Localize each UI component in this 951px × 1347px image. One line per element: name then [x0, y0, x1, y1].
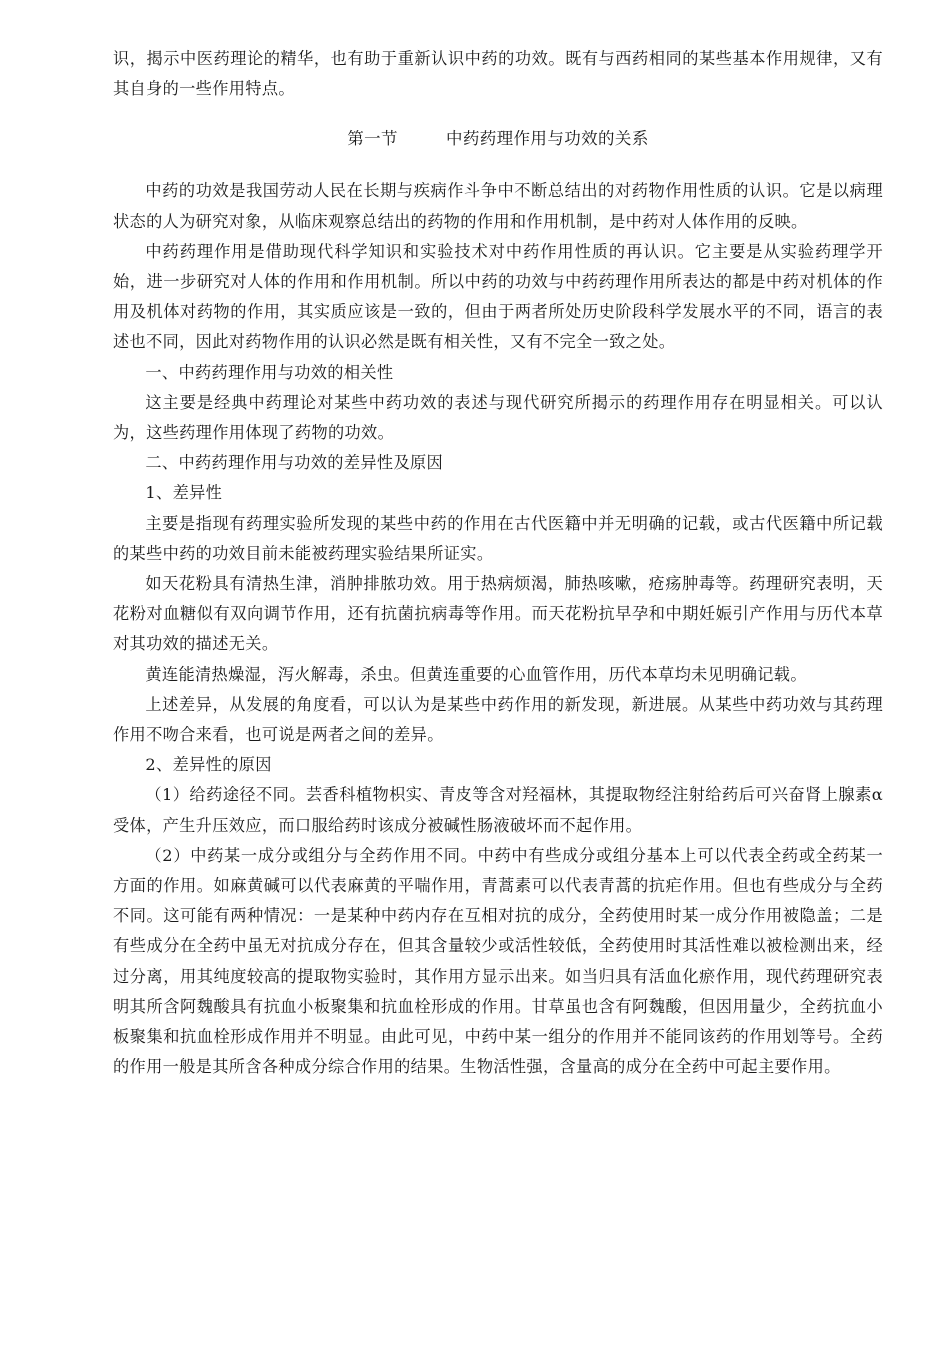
- paragraph-correlation: 这主要是经典中药理论对某些中药功效的表述与现代研究所揭示的药理作用存在明显相关。可以认为，这些药理作用体现了药物的功效。: [113, 392, 883, 443]
- section-number: 第一节: [347, 129, 398, 149]
- paragraph-difference: 主要是指现有药理实验所发现的某些中药的作用在古代医籍中并无明确的记载，或古代医籍中所记载的某些中药的功效目前未能被药理实验结果所证实。: [113, 513, 883, 563]
- heading-difference-and-causes: 二、中药药理作用与功效的差异性及原因: [145, 453, 444, 473]
- section-title: 中药药理作用与功效的关系: [445, 129, 649, 149]
- paragraph-difference-summary: 上述差异，从发展的角度看，可以认为是某些中药作用的新发现，新进展。从某些中药功效与其药理作用不吻合来看，也可说是两者之间的差异。: [113, 694, 883, 745]
- document-page: [113, 44, 883, 1083]
- heading-difference: 1、差异性: [145, 483, 223, 503]
- paragraph-cause-component: （2）中药某一成分或组分与全药作用不同。中药中有些成分或组分基本上可以代表全药或全药某一方面的作用。如麻黄碱可以代表麻黄的平喘作用，青蒿素可以代表青蒿的抗疟作用。但也有些成分与全药不同。这可能有两种情况：一是某种中药内存在互相对抗的成分，全药使用时某一成分作用被隐盖；二是有些成分在全药中虽无对抗成分存在，但其含量较少或活性较低，全药使用时其活性难以被检测出来，经过分离，用其纯度较高的提取物实验时，其作用方显示出来。如当归具有活血化瘀作用，现代药理研究表明其所含阿魏酸具有抗血小板聚集和抗血栓形成的作用。甘草虽也含有阿魏酸，但因用量少，全药抗血小板聚集和抗血栓形成作用并不明显。由此可见，中药中某一组分的作用并不能同该药的作用划等号。全药的作用一般是其所含各种成分综合作用的结果。生物活性强，含量高的成分在全药中可起主要作用。: [113, 845, 883, 1077]
- paragraph-tianhuafen-example: 如天花粉具有清热生津，消肿排脓功效。用于热病烦渴，肺热咳嗽，疮疡肿毒等。药理研究表明，天花粉对血糖似有双向调节作用，还有抗菌抗病毒等作用。而天花粉抗早孕和中期妊娠引产作用与历代本草对其功效的描述无关。: [113, 574, 883, 654]
- paragraph-huanglian-example: 黄连能清热燥湿，泻火解毒，杀虫。但黄连重要的心血管作用，历代本草均未见明确记载。: [145, 664, 807, 684]
- heading-difference-causes: 2、差异性的原因: [145, 755, 272, 775]
- section-heading: [113, 124, 883, 154]
- intro-paragraph: 识，揭示中医药理论的精华，也有助于重新认识中药的功效。既有与西药相同的某些基本作用规律，又有其自身的一些作用特点。: [113, 49, 883, 99]
- paragraph-efficacy-definition: 中药的功效是我国劳动人民在长期与疾病作斗争中不断总结出的对药物作用性质的认识。它是以病理状态的人为研究对象，从临床观察总结出的药物的作用和作用机制，是中药对人体作用的反映。: [113, 181, 883, 231]
- paragraph-pharmacology-definition: 中药药理作用是借助现代科学知识和实验技术对中药作用性质的再认识。它主要是从实验药理学开始，进一步研究对人体的作用和作用机制。所以中药的功效与中药药理作用所表达的都是中药对机体的作用及机体对药物的作用，其实质应该是一致的，但由于两者所处历史阶段科学发展水平的不同，语言的表述也不同，因此对药物作用的认识必然是既有相关性，又有不完全一致之处。: [113, 241, 883, 352]
- paragraph-cause-route: （1）给药途径不同。芸香科植物枳实、青皮等含对羟福林，其提取物经注射给药后可兴奋肾上腺素α受体，产生升压效应，而口服给药时该成分被碱性肠液破坏而不起作用。: [113, 785, 883, 835]
- heading-correlation: 一、中药药理作用与功效的相关性: [145, 362, 394, 382]
